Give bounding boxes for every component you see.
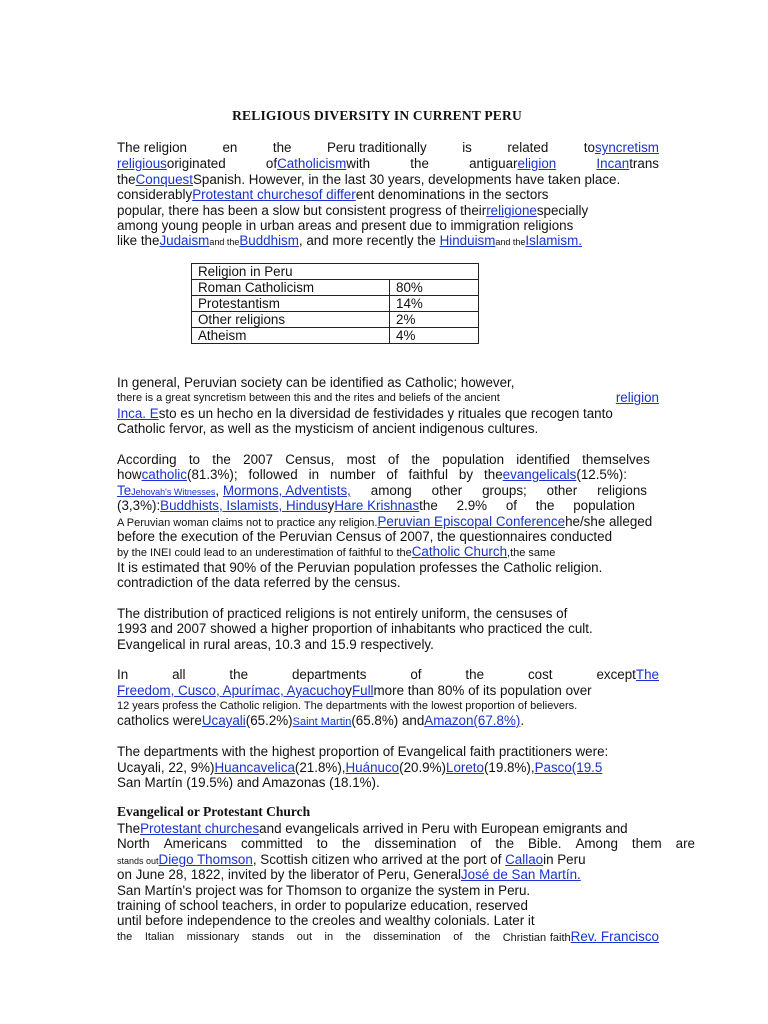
- link-catholic[interactable]: catholic: [141, 467, 187, 482]
- p3-line-3: TeJehovah's Witnesses, Mormons, Adventists, among other groups; other religions: [117, 483, 647, 498]
- p5-line-3: 12 years profess the Catholic religion. The departments with the lowest proportion of believers.: [117, 700, 578, 712]
- link-protestant[interactable]: Protest: [192, 187, 235, 202]
- p1-line-4: considerablyProtestant churchesof different denominations in the sectors: [117, 187, 549, 202]
- link-rev-francisco[interactable]: Rev. Francisco: [570, 929, 659, 944]
- link-catholicism[interactable]: atholicism: [286, 156, 347, 171]
- table-row: Atheism 4%: [192, 328, 479, 344]
- table-header-row: [192, 264, 479, 280]
- p5-line-4: catholics wereUcayali(65.2%)Saint Martin(65.8%) andAmazon(67.8%).: [117, 713, 525, 728]
- p3-line-4: (3,3%):Buddhists, Islamists, HindusyHare Krishnasthe 2.9% of the population: [117, 498, 635, 513]
- link-incan[interactable]: Incan: [596, 156, 630, 171]
- table-row: Roman Catholicism 80%: [192, 280, 479, 296]
- p1-line-7: like theJudaismand theBuddhism, and more recently the Hinduismand theIslamism.: [117, 233, 582, 248]
- p7-line-3: stands outDiego Thomson, Scottish citizen who arrived at the port of Callaoin Peru: [117, 852, 586, 867]
- p4-line-3: Evangelical in rural areas, 10.3 and 15.9 respectively.: [117, 637, 434, 652]
- link-peruvian-episcopal-conference[interactable]: Peruvian Episcopal Conference: [377, 514, 566, 529]
- p4-line-1: The distribution of practiced religions is not entirely uniform, the censuses of: [117, 606, 568, 621]
- p1-line-5: popular, there has been a slow but consistent progress of theirreligionespecially: [117, 203, 589, 218]
- link-religious[interactable]: religious: [117, 156, 167, 171]
- p1-line-1: The religion en the Peru traditionally is related tosyncretism: [117, 140, 659, 155]
- p7-line-1: TheProtestant churchesand evangelicals arrived in Peru with European emigrants and: [117, 821, 628, 836]
- p2-line-3: Inca. Esto es un hecho en la diversidad de festividades y rituales que recogen tanto: [117, 406, 613, 421]
- link-protestant-churches[interactable]: Protestant churches: [140, 821, 260, 836]
- link-loreto[interactable]: Loreto: [446, 760, 484, 775]
- link-judaism[interactable]: Judaism: [159, 233, 210, 248]
- link-mormons-adventists[interactable]: Mormons, Adventists,: [222, 483, 351, 498]
- table-header: Religion in Peru: [192, 264, 479, 280]
- link-jehovahs-witnesses[interactable]: Jehovah's Witnesses: [131, 487, 216, 497]
- p7-line-8: the Italian missionary stands out in the dissemination of the Christian faithRev. Francisco: [117, 929, 659, 944]
- p7-line-2: North Americans committed to the dissemination of the Bible. Among them are: [117, 836, 695, 851]
- p6-line-2: Ucayali, 22, 9%)Huancavelica(21.8%),Huánuco(20.9%)Loreto(19.8%),Pasco(19.5: [117, 760, 603, 775]
- link-te[interactable]: Te: [117, 483, 132, 498]
- section-heading: Evangelical or Protestant Church: [117, 804, 311, 819]
- table-row: Protestantism 14%: [192, 296, 479, 312]
- p2-line-2: there is a great syncretism between this and the rites and beliefs of the ancient religion: [117, 390, 659, 405]
- link-saint-martin[interactable]: Saint Martin: [292, 716, 352, 728]
- link-ucayali[interactable]: Ucayali: [201, 713, 246, 728]
- p7-line-5: San Martín's project was for Thomson to organize the system in Peru.: [117, 883, 531, 898]
- p2-line-4: Catholic fervor, as well as the mysticism of ancient indigenous cultures.: [117, 421, 539, 436]
- link-catholic-church[interactable]: Catholic Church: [411, 544, 508, 559]
- p5-line-1: In all the departments of the cost exceptThe: [117, 667, 659, 682]
- link-religion-incan[interactable]: eligion: [517, 156, 557, 171]
- p1-line-2: religiousoriginated ofCatholicismwith the antiguareligion Incantrans: [117, 156, 659, 171]
- link-catholicism-c[interactable]: C: [277, 156, 287, 171]
- p3-line-6: before the execution of the Peruvian Census of 2007, the questionnaires conducted: [117, 529, 613, 544]
- p7-line-7: until before independence to the creoles and wealthy colonials. Later it: [117, 913, 535, 928]
- link-religion-inca[interactable]: religion: [615, 390, 659, 405]
- link-conquest[interactable]: Conquest: [135, 172, 193, 187]
- p6-line-1: The departments with the highest proportion of Evangelical faith practitioners were:: [117, 744, 609, 759]
- link-huancavelica[interactable]: Huancavelica: [214, 760, 295, 775]
- link-buddhism[interactable]: Buddhism: [239, 233, 299, 248]
- p3-line-8: It is estimated that 90% of the Peruvian population professes the Catholic religion.: [117, 560, 603, 575]
- table-row: Other religions 2%: [192, 312, 479, 328]
- link-islamism[interactable]: Islamism.: [525, 233, 582, 248]
- link-evangelicals[interactable]: evangelicals: [502, 467, 577, 482]
- link-full[interactable]: Full: [351, 683, 374, 698]
- p3-line-1: According to the 2007 Census, most of the population identified themselves: [117, 452, 650, 467]
- p6-line-3: San Martín (19.5%) and Amazonas (18.1%).: [117, 775, 380, 790]
- link-religion[interactable]: religione: [486, 203, 537, 218]
- link-hinduism[interactable]: Hinduism: [439, 233, 496, 248]
- p2-line-1: In general, Peruvian society can be identified as Catholic; however,: [117, 375, 515, 390]
- link-the-freedom[interactable]: The: [635, 667, 659, 682]
- p7-line-6: training of school teachers, in order to popularize education, reserved: [117, 898, 528, 913]
- link-jose-de-san-martin[interactable]: José de San Martín.: [460, 867, 581, 882]
- p5-line-2: Freedom, Cusco, Apurímac, AyacuchoyFullmore than 80% of its population over: [117, 683, 592, 698]
- p7-line-4: on June 28, 1822, invited by the liberator of Peru, GeneralJosé de San Martín.: [117, 867, 581, 882]
- link-amazon[interactable]: Amazon: [424, 713, 474, 728]
- document-title: RELIGIOUS DIVERSITY IN CURRENT PERU: [232, 108, 522, 123]
- p3-line-7: by the INEI could lead to an underestimation of faithful to theCatholic Church,the same: [117, 544, 556, 559]
- link-pasco[interactable]: Pasco: [534, 760, 572, 775]
- link-syncretism[interactable]: syncretism: [594, 140, 659, 155]
- p4-line-2: 1993 and 2007 showed a higher proportion of inhabitants who practiced the cult.: [117, 621, 593, 636]
- link-inca[interactable]: Inca. E: [117, 406, 159, 421]
- p3-line-2: howcatholic(81.3%); followed in number of faithful by theevangelicals(12.5%):: [117, 467, 627, 482]
- p1-line-3: theConquestSpanish. However, in the last 30 years, developments have taken place.: [117, 172, 621, 187]
- link-hare-krishnas[interactable]: Hare Krishnas: [334, 498, 420, 513]
- p1-line-6: among young people in urban areas and present due to immigration religions: [117, 218, 574, 233]
- link-huanuco[interactable]: Huánuco: [345, 760, 400, 775]
- link-diego-thomson[interactable]: Diego Thomson: [158, 852, 253, 867]
- p3-line-9: contradiction of the data referred by the census.: [117, 575, 401, 590]
- religion-table: [191, 263, 479, 344]
- link-buddhists-islamists-hindus[interactable]: Buddhists, Islamists, Hindus: [160, 498, 328, 513]
- link-callao[interactable]: Callao: [505, 852, 544, 867]
- link-departments[interactable]: Freedom, Cusco, Apurímac, Ayacucho: [117, 683, 346, 698]
- p3-line-5: A Peruvian woman claims not to practice any religion.Peruvian Episcopal Conferencehe/she alleged: [117, 514, 653, 529]
